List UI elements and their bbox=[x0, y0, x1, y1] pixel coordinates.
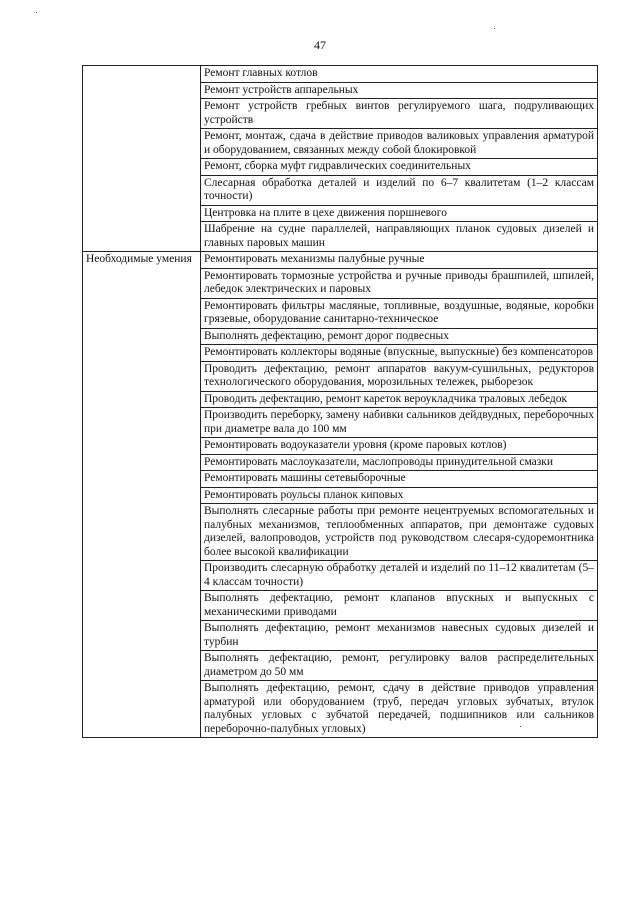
table-cell: Выполнять дефектацию, ремонт механизмов навесных судовых дизелей и турбин bbox=[201, 621, 598, 651]
table-row bbox=[83, 252, 598, 269]
table-cell: Ремонтировать фильтры масляные, топливные, воздушные, водяные, коробки грязевые, оборудование санитарно-техническое bbox=[201, 298, 598, 328]
table-cell: Выполнять дефектацию, ремонт клапанов впускных и выпускных с механическими приводами bbox=[201, 591, 598, 621]
table-cell: Производить переборку, замену набивки сальников дейдвудных, переборочных при диаметре вала до 100 мм bbox=[201, 408, 598, 438]
table-cell: Выполнять слесарные работы при ремонте нецентруемых вспомогательных и палубных механизмов, теплообменных аппаратов, при демонтаже судовых дизелей, валопроводов, устройств под руководством слесаря-судоремонтника более высокой квалификации bbox=[201, 504, 598, 561]
scan-speck bbox=[494, 28, 495, 29]
table-cell: Выполнять дефектацию, ремонт, сдачу в действие приводов управления арматурой или оборудованием (труб, передач угловых зубчатых, втулок палубных угловых с зубчатой передачей, подшипников или сальников переборочно-палубных угловых) bbox=[201, 681, 598, 738]
table-cell: Ремонтировать коллекторы водяные (впускные, выпускные) без компенсаторов bbox=[201, 345, 598, 362]
table-cell: Выполнять дефектацию, ремонт, регулировку валов распределительных диаметром до 50 мм bbox=[201, 651, 598, 681]
table-cell: Слесарная обработка деталей и изделий по 6–7 квалитетам (1–2 классам точности) bbox=[201, 175, 598, 205]
table-cell: Ремонтировать водоуказатели уровня (кроме паровых котлов) bbox=[201, 438, 598, 455]
competency-table-body bbox=[83, 66, 598, 738]
table-cell: Производить слесарную обработку деталей и изделий по 11–12 квалитетам (5–4 классам точности) bbox=[201, 561, 598, 591]
table-cell: Ремонтировать машины сетевыборочные bbox=[201, 471, 598, 488]
table-cell: Ремонт, сборка муфт гидравлических соединительных bbox=[201, 159, 598, 176]
scan-speck bbox=[520, 726, 521, 727]
table-cell: Выполнять дефектацию, ремонт дорог подвесных bbox=[201, 328, 598, 345]
table-cell: Ремонт устройств гребных винтов регулируемого шага, подруливающих устройств bbox=[201, 99, 598, 129]
table-cell: Ремонтировать роульсы планок киповых bbox=[201, 487, 598, 504]
label-cell-empty bbox=[83, 66, 201, 252]
table-cell: Центровка на плите в цехе движения поршневого bbox=[201, 205, 598, 222]
table-cell: Ремонтировать механизмы палубные ручные bbox=[201, 252, 598, 269]
scan-speck bbox=[36, 12, 37, 13]
table-cell: Ремонтировать тормозные устройства и ручные приводы брашпилей, шпилей, лебедок электрических и паровых bbox=[201, 268, 598, 298]
table-cell: Проводить дефектацию, ремонт аппаратов вакуум-сушильных, редукторов технологического оборудования, морозильных тележек, рыборезок bbox=[201, 361, 598, 391]
table-cell: Шабрение на судне параллелей, направляющих планок судовых дизелей и главных паровых машин bbox=[201, 222, 598, 252]
table-cell: Ремонт главных котлов bbox=[201, 66, 598, 83]
table-cell: Ремонт, монтаж, сдача в действие приводов валиковых управления арматурой и оборудованием, связанных между собой блокировкой bbox=[201, 129, 598, 159]
table-row bbox=[83, 66, 598, 83]
section-label: Необходимые умения bbox=[83, 252, 201, 738]
table-cell: Ремонтировать маслоуказатели, маслопроводы принудительной смазки bbox=[201, 454, 598, 471]
page-number: 47 bbox=[314, 38, 326, 52]
table-cell: Ремонт устройств аппарельных bbox=[201, 82, 598, 99]
table-cell: Проводить дефектацию, ремонт кареток вероукладчика траловых лебедок bbox=[201, 391, 598, 408]
competency-table bbox=[82, 65, 598, 738]
